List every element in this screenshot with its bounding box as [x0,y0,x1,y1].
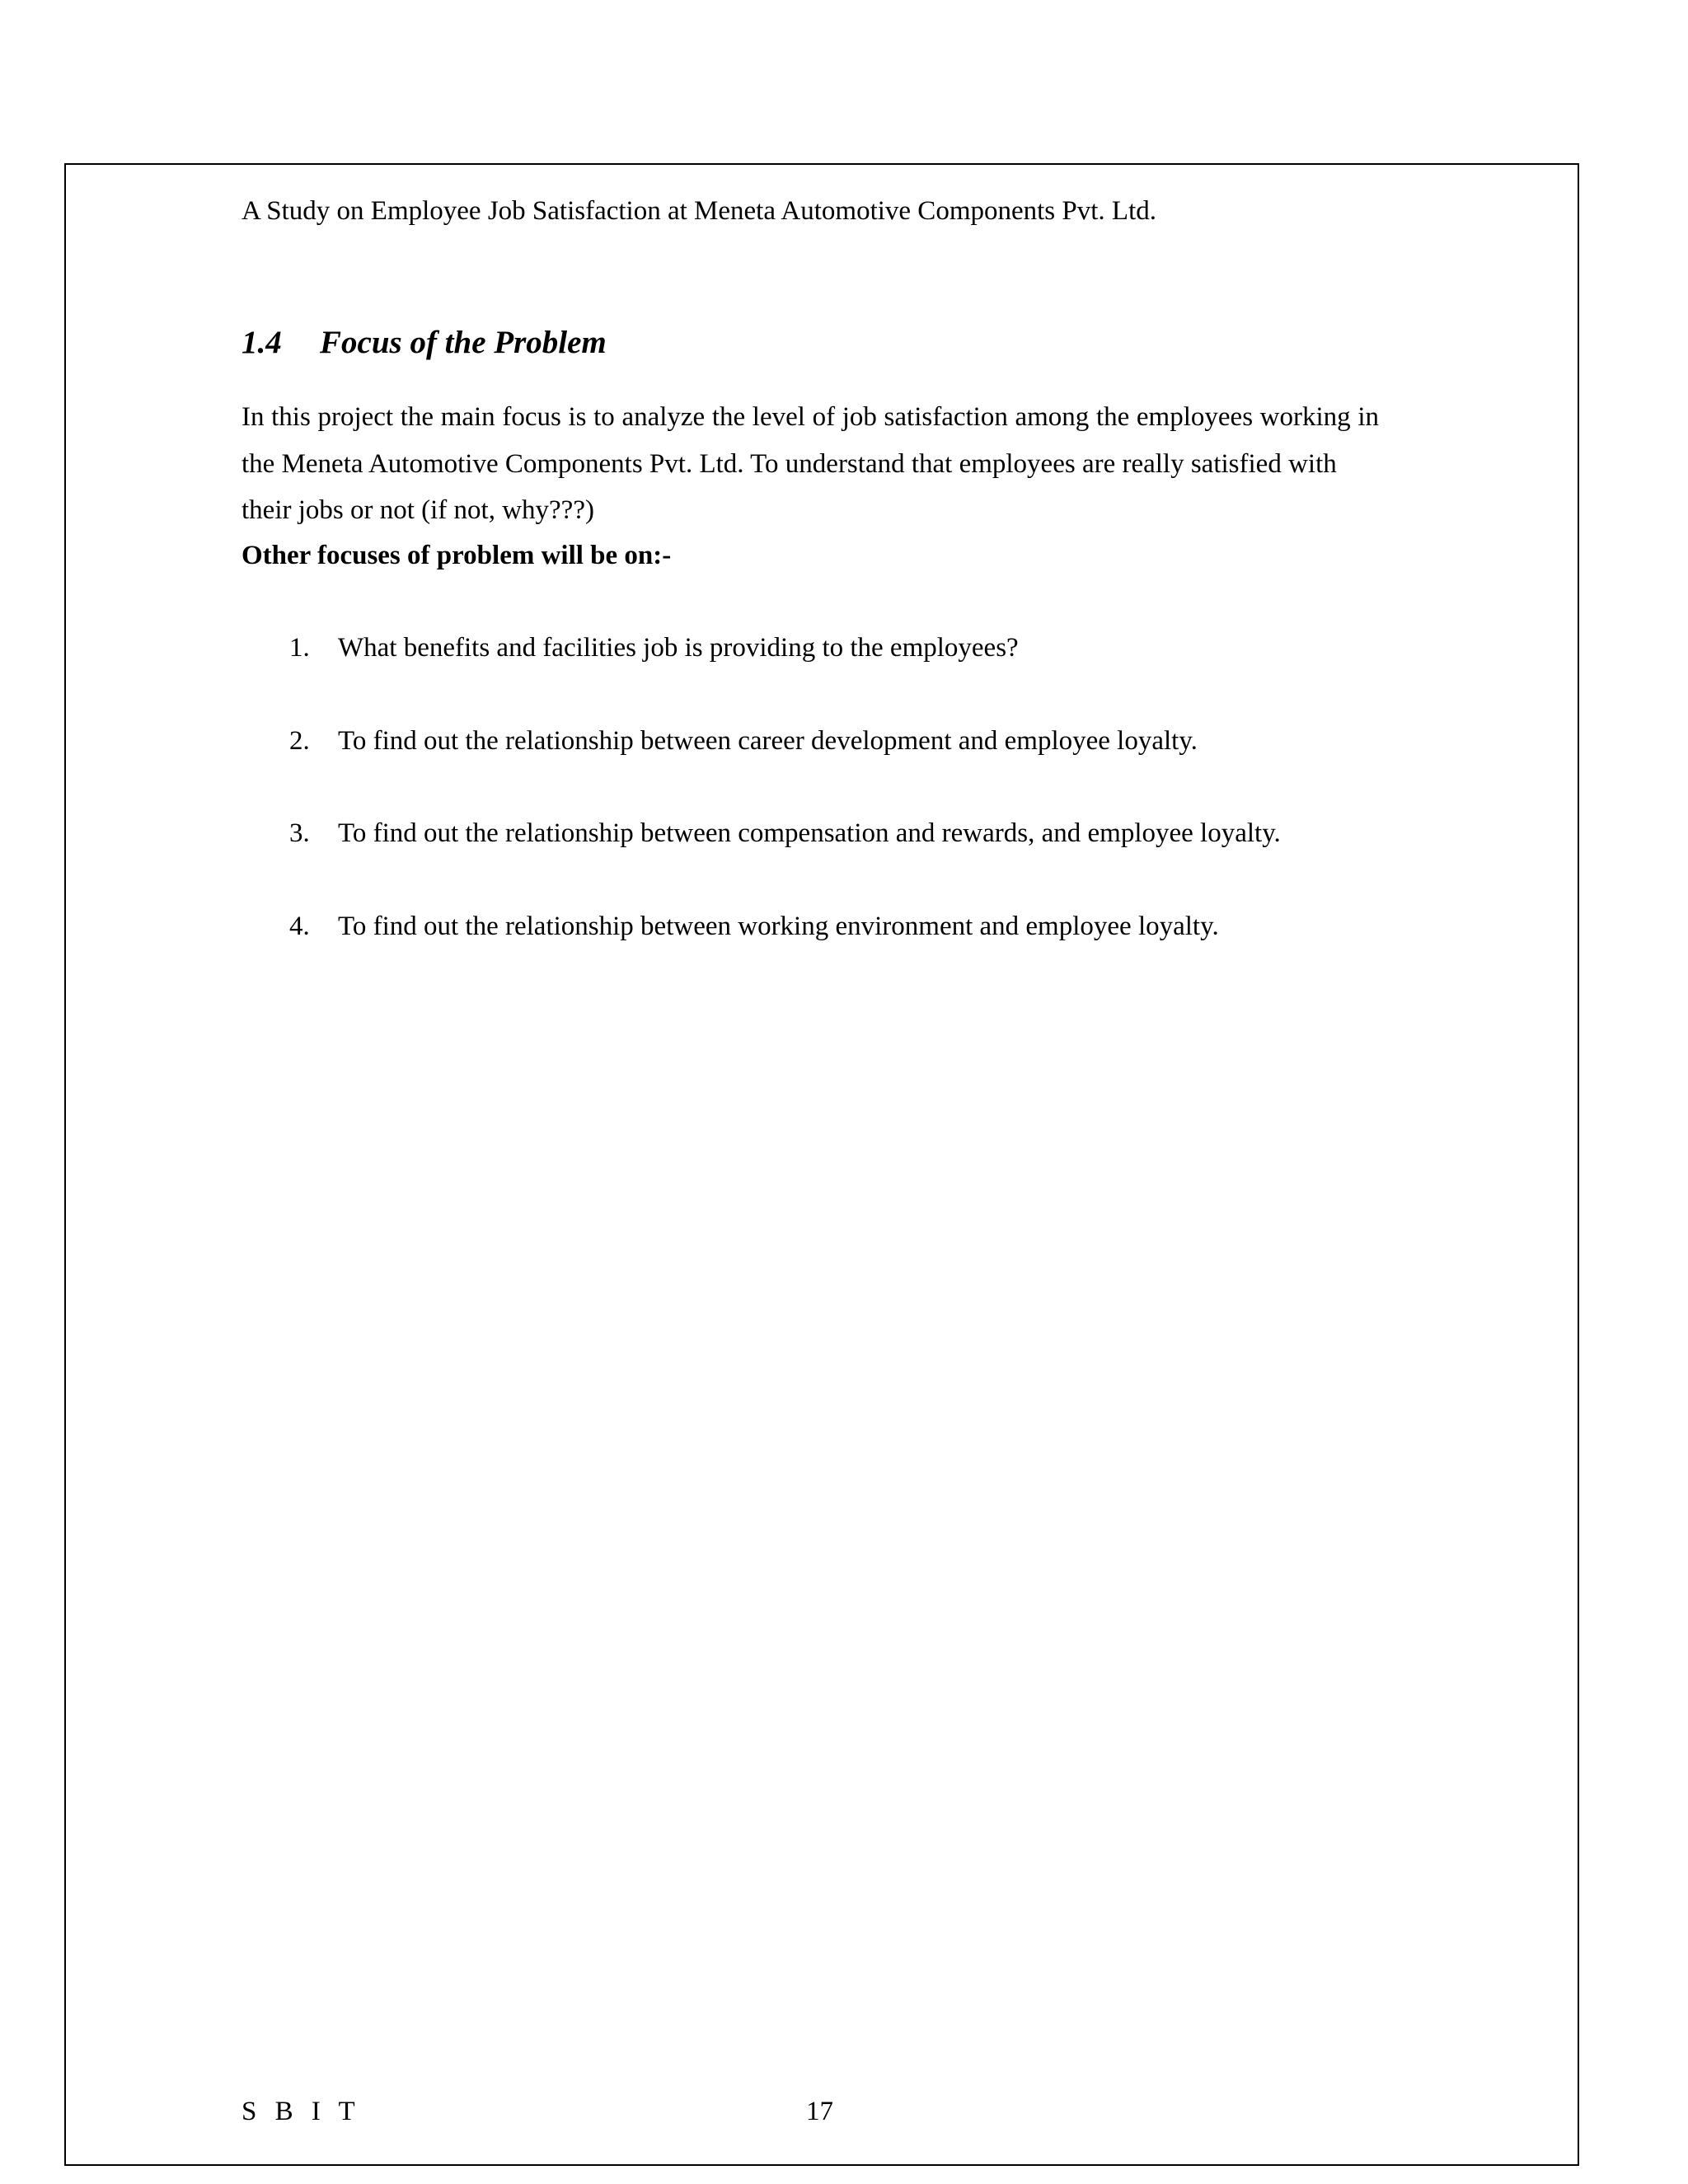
list-item-text: To find out the relationship between compensation and rewards, and employee loyalty. [338,818,1281,848]
footer-institution: S B I T [241,2097,361,2126]
list-item-number: 3. [289,818,310,848]
list-item-number: 4. [289,911,310,941]
intro-paragraph-main: In this project the main focus is to analyze the level of job satisfaction among the employees working in the Meneta Automotive Components Pvt. Ltd. To understand that employees are really satisfied with [241,402,1379,479]
intro-paragraph [241,394,1379,534]
list-item-number: 2. [289,725,310,756]
intro-paragraph-last-line: their jobs or not (if not, why???) [241,495,594,525]
running-header: A Study on Employee Job Satisfaction at Meneta Automotive Components Pvt. Ltd. [241,196,1156,226]
list-item-text: To find out the relationship between working environment and employee loyalty. [338,911,1219,941]
section-title: Focus of the Problem [320,325,607,360]
section-number: 1.4 [241,325,282,360]
list-item-number: 1. [289,633,310,663]
list-item-text: What benefits and facilities job is providing to the employees? [338,633,1019,663]
section-heading [241,321,607,364]
footer-page-number: 17 [806,2097,833,2126]
list-item-text: To find out the relationship between career development and employee loyalty. [338,725,1198,756]
other-focuses-label: Other focuses of problem will be on:- [241,541,672,570]
